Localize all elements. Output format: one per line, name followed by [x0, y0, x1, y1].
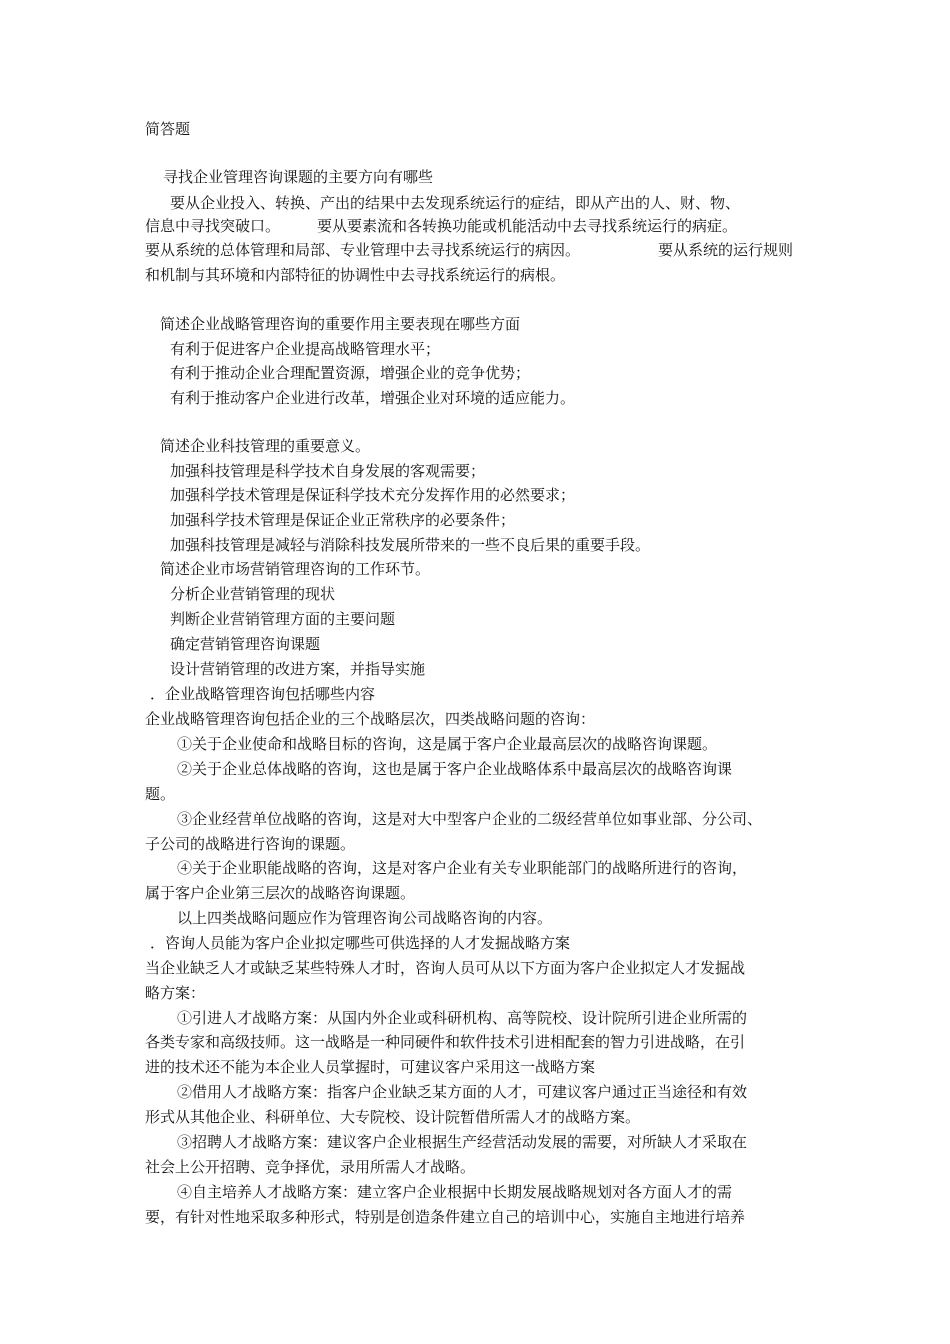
answer-line: 要从要素流和各转换功能或机能活动中去寻找系统运行的病症。 — [317, 217, 738, 235]
answer-line: 有利于推动企业合理配置资源，增强企业的竞争优势； — [170, 364, 531, 382]
answer-line: ②关于企业总体战略的咨询，这也是属于客户企业战略体系中最高层次的战略咨询课 — [177, 760, 733, 778]
answer-line: 子公司的战略进行咨询的课题。 — [145, 835, 356, 853]
question-heading: 简述企业市场营销管理咨询的工作环节。 — [160, 560, 431, 578]
answer-line: 进的技术还不能为本企业人员掌握时，可建议客户采用这一战略方案 — [145, 1058, 596, 1076]
answer-line: 要从系统的总体管理和局部、专业管理中去寻找系统运行的病因。 — [145, 241, 581, 259]
answer-line: 有利于推动客户企业进行改革，增强企业对环境的适应能力。 — [170, 389, 576, 407]
answer-line: 确定营销管理咨询课题 — [170, 635, 321, 653]
answer-line: 加强科技管理是科学技术自身发展的客观需要； — [170, 462, 486, 480]
intro-line: 当企业缺乏人才或缺乏某些特殊人才时，咨询人员可从以下方面为客户企业拟定人才发掘战 — [145, 959, 746, 977]
answer-line: 加强科学技术管理是保证企业正常秩序的必要条件； — [170, 511, 516, 529]
answer-line: 形式从其他企业、科研单位、大专院校、设计院暂借所需人才的战略方案。 — [145, 1108, 641, 1126]
question-heading: 简述企业科技管理的重要意义。 — [160, 437, 371, 455]
document-title: 简答题 — [145, 120, 191, 138]
answer-line: 加强科学技术管理是保证科学技术充分发挥作用的必然要求； — [170, 486, 576, 504]
intro-line: 略方案： — [145, 984, 206, 1002]
answer-line: ②借用人才战略方案：指客户企业缺乏某方面的人才，可建议客户通过正当途径和有效 — [177, 1083, 748, 1101]
answer-line: ④关于企业职能战略的咨询，这是对客户企业有关专业职能部门的战略所进行的咨询， — [177, 859, 748, 877]
answer-line: 加强科技管理是减轻与消除科技发展所带来的一些不良后果的重要手段。 — [170, 536, 651, 554]
answer-line: 社会上公开招聘、竞争择优，录用所需人才战略。 — [145, 1158, 476, 1176]
question-heading: ．咨询人员能为客户企业拟定哪些可供选择的人才发掘战略方案 — [150, 934, 571, 952]
answer-line: 各类专家和高级技师。这一战略是一种同硬件和软件技术引进相配套的智力引进战略，在引 — [145, 1033, 746, 1051]
answer-line: 分析企业营销管理的现状 — [170, 585, 336, 603]
answer-line: ①引进人才战略方案：从国内外企业或科研机构、高等院校、设计院所引进企业所需的 — [177, 1009, 748, 1027]
answer-line: 要从企业投入、转换、产出的结果中去发现系统运行的症结，即从产出的人、财、物、 — [170, 194, 741, 212]
answer-line: ④自主培养人才战略方案：建立客户企业根据中长期发展战略规划对各方面人才的需 — [177, 1183, 733, 1201]
answer-line: ③招聘人才战略方案：建议客户企业根据生产经营活动发展的需要，对所缺人才采取在 — [177, 1133, 748, 1151]
question-heading: 寻找企业管理咨询课题的主要方向有哪些 — [163, 168, 434, 186]
answer-line: 以上四类战略问题应作为管理咨询公司战略咨询的内容。 — [177, 909, 553, 927]
answer-line: 有利于促进客户企业提高战略管理水平； — [170, 340, 441, 358]
question-heading: ．企业战略管理咨询包括哪些内容 — [150, 685, 376, 703]
answer-line: 和机制与其环境和内部特征的协调性中去寻找系统运行的病根。 — [145, 266, 566, 284]
answer-line: ①关于企业使命和战略目标的咨询，这是属于客户企业最高层次的战略咨询课题。 — [177, 735, 718, 753]
answer-line: ③企业经营单位战略的咨询，这是对大中型客户企业的二级经营单位如事业部、分公司、 — [177, 810, 763, 828]
answer-line: 属于客户企业第三层次的战略咨询课题。 — [145, 884, 416, 902]
intro-line: 企业战略管理咨询包括企业的三个战略层次，四类战略问题的咨询： — [145, 710, 596, 728]
answer-line: 要，有针对性地采取多种形式，特别是创造条件建立自己的培训中心，实施自主地进行培养 — [145, 1208, 746, 1226]
answer-line: 设计营销管理的改进方案，并指导实施 — [170, 660, 426, 678]
answer-line: 判断企业营销管理方面的主要问题 — [170, 610, 396, 628]
answer-line: 题。 — [145, 785, 176, 803]
answer-line: 要从系统的运行规则 — [658, 241, 794, 259]
question-heading: 简述企业战略管理咨询的重要作用主要表现在哪些方面 — [160, 315, 521, 333]
answer-line: 信息中寻找突破口。 — [145, 217, 281, 235]
